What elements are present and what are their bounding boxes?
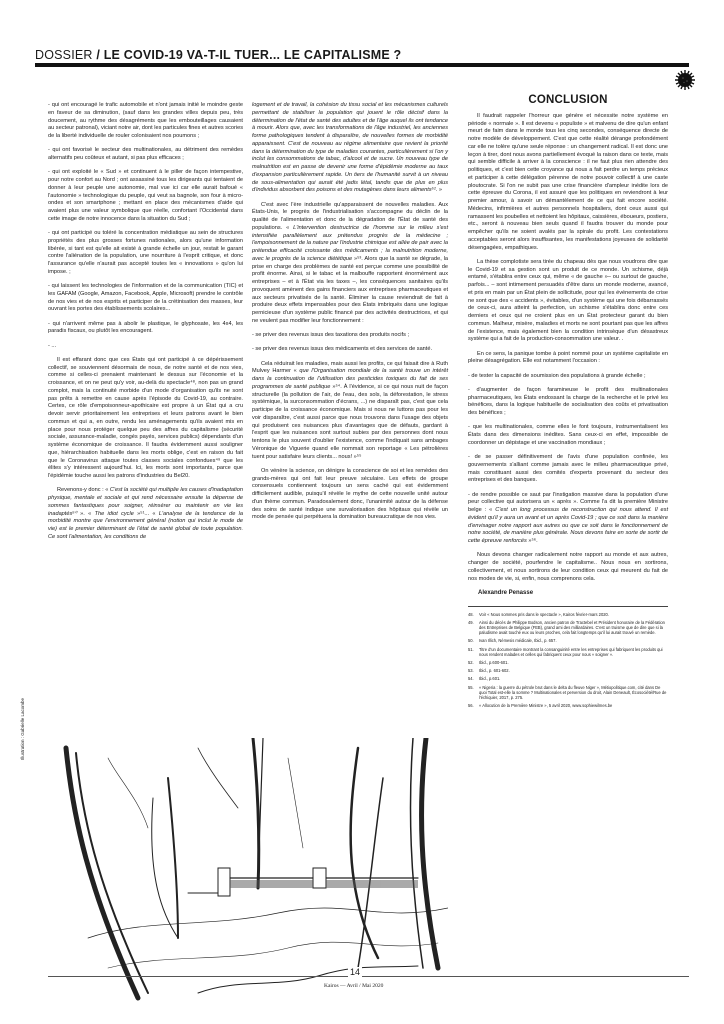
footnote-text: « Nigeria : la guerre du pétrole brut dans le delta du fleuve Niger », Métiopolitique.com, cité dans De quoi Total est-elle la somme ? Multinationales et perversion du droit, Alain Deneault, Écosociété/Rue de l'échiquier, 2017, p. 275. [479, 684, 667, 700]
publication-info: Kairos — Avril / Mai 2020 [324, 983, 384, 989]
paragraph: La thèse complotiste sera tirée du chapeau dès que nous voudrons dire que le Covid-19 et sa gestion sont un produit de ce monde. Un schisme, déjà entamé, s'établira entre ceux qui, même « de gauche »– ou surtout de gauche, parfois... – sont intimement persuadés d'être dans un monde moderne, avancé, et pris en main par un État plein de sollicitude, pour qui les événements de crise ne sont que des « accidents », évitables, d'un système qui une fois débarrassés de ceux-ci, aura atteint la perfection, un schisme s'établira donc entre ces derniers et ceux qui ne croient plus en un État protecteur garant du bien commun. Malheur, misère, maladies et morts ne sont pourtant pas que les affres de l'existence, mais également bien la condition intrinsèque d'un désastreux système qui a fait de la production-consommation une valeur. . [468, 258, 668, 343]
paragraph: - qui ont participé ou toléré la concentration médiatique au sein de structures propriétés des plus grosses fortunes nationales, alors qu'une information libérée, si tant est qu'elle ait existé à grande échelle un jour, restait le garant contre l'aliénation de la population, une nourriture à l'esprit critique, et donc l'assurance qu'elle n'aurait pas accepté toutes les « innovations » qu'on lui impose. ; [48, 230, 243, 275]
header-rule [35, 63, 689, 67]
article-column-3 [468, 94, 669, 711]
footnote-text: Titre d'un documentaire montrant la consanguinité entre les entreprises qui fabriquent les produits qui nous rendent malades et celles qui fabriquent ceux pour nous « soigner ». [479, 646, 663, 657]
forest-illustration [48, 738, 448, 1003]
text: »⁵¹... « [133, 510, 159, 517]
article-column-2 [252, 102, 448, 529]
paragraph: - que les multinationales, comme elles le font toujours, instrumentalisent les États dans des dimensions inédites. Sans ceux-ci en effet, impossible de coordonner un dépistage et une vaccination mondiaux ; [468, 424, 668, 446]
paragraph: - qui laissent les technologies de l'information et de la communication (TIC) et les GAFAM (Google, Amazon, Facebook, Apple, Microsoft) prendre le contrôle de nos vies et de nos esprits et participer de la crétinisation des masses, leur ouvrant les portes des établissements scolaires... [48, 283, 243, 313]
footnote [468, 676, 668, 681]
paragraph: - de tester la capacité de soumission des populations à grande échelle ; [468, 372, 646, 379]
text: »⁵⁴. À l'évidence, si ce qui nous nuit de façon structurelle (la pollution de l'air, de l'eau, des sols, la déforestation, le stress systémique, la surconsommation d'écrans, ...) ne disparaît pas, c'est que cela participe de la croissance économique. Mais si nous ne luttons pas pour les voir disparaître, c'est aussi parce que nous trouvons dans l'usage des objets qui produisent ces nuisances plus d'avantages que de défauts, gardant à l'esprit que les nuisances sont surtout subies par des personnes dont nous tentons le plus souvent d'oublier l'existence, comme l'indiquait sans ambages Véronique de Viguerie quand elle nommait son reportage « Les pétrolières tuent pour satisfaire leurs clients... nous! »⁵⁵ [252, 383, 448, 460]
article-column-1 [48, 102, 243, 548]
paragraph: Il faudrait rappeler l'horreur que génère et nécessite notre système en période « normale ». Il est devenu « populiste » et malvenu de dire qu'un enfant meurt de faim dans le monde tous les cinq secondes, conséquence directe de notre modèle de développement. C'est que cette réalité dérange profondément car elle ne tolère qu'une seule réponse : un changement radical. Il est donc une leçon à tirer, dont nous avons partiellement évoqué la raison dans ce texte, mais qui semble difficile à arriver à la conscience : il ne faut plus rien attendre des politiques, et c'est bien cette croyance qui nous a fait perdre un temps précieux et participer à cette délégation pérenne de notre pouvoir collectif à une caste ploutocrate. Si l'on ne subit pas une crise financière d'ampleur inédite lors de cette épreuve du Corona, il est assuré que les politiques en reviendront à leur premier amour, à savoir un démantèlement de ce qui fait encore société. Médecins, infirmières et autres personnels hospitaliers, dont ceux aussi qui ramassent les poubelles et nettoient les hôpitaux, caissières, éboueurs, postiers, etc., seront à nouveau bien seuls quand il faudra trouver du monde pour empêcher qu'ils ne soient avalés par la spirale du profit. Les contestations acceptables seront alors insuffisantes, les manifestations joyeuses de solidarité désengagées, empathiques. [468, 112, 668, 251]
quote: C'est la société qui multiplie les causes d'inadaptation physique, mentale et sociale et qui rend nécessaire ensuite la dépense de sommes fantastiques pour soigner, réinsérer ou maintenir en vie les inadaptés⁵⁰ [48, 487, 244, 517]
header-section: DOSSIER [35, 48, 93, 62]
header-dossier-title: / LE COVID-19 VA-T-IL TUER... LE CAPITALISME ? [92, 48, 402, 62]
footnote [468, 612, 668, 617]
text: - de rendre possible ce saut par l'instigation massive dans la population d'une peur collective qui autorisera un « après ». Comme l'a dit la première Ministre belge : « [468, 491, 668, 513]
footnote [468, 620, 668, 636]
text: Revenons-y donc : « [57, 487, 110, 494]
text: C'est avec l'ère industrielle qu'apparaissent de nouvelles maladies. Aux États-Unis, le progrès de l'industrialisation s'accompagne du déclin de la qualité de l'alimentation et donc de la dégradation de l'État de santé des populations. « [252, 201, 448, 231]
header-title [35, 48, 689, 62]
paragraph [48, 487, 243, 541]
footnote-number: 49. [468, 619, 474, 625]
paragraph: - ... [48, 342, 57, 349]
quote: que l'Organisation mondiale de la santé trouve un intérêt dans la continuation de l'utilisation des pesticides toxiques du fait de ses programmes de santé publique [252, 368, 448, 390]
footnote-number: 48. [468, 611, 474, 617]
paragraph [252, 361, 448, 462]
quote: L'intervention destructrice de l'homme sur le milieu s'est intensifiée parallèlement aux prétendus progrès de la médecine ; l'empoisonnement de la nature par l'industrie chimique est allée de pair avec la prétendue efficacité croissante des médicaments ; la malnutrition moderne, avec le progrès de la science diététique [252, 224, 449, 262]
paragraph: - qui n'arrivent même pas à abolir le plastique, le glyphosate, les 4x4, les paradis fiscaux, ou plutôt les encouragent. [48, 320, 243, 335]
paragraph: - se priver des revenus issus des taxations des produits nocifs ; [252, 332, 410, 338]
footnote [468, 638, 668, 643]
quote: L'analyse de la tendance de la morbidité montre que l'environnement général (notion qui inclut le mode de vie) est le premier déterminant de l'état de santé global de toute population. Ce sont l'alimentation, les conditions de [48, 510, 243, 540]
footnotes [468, 612, 668, 709]
footnote-number: 54. [468, 676, 474, 682]
paragraph: Nous devons changer radicalement notre rapport au monde et aux autres, changer de société, pourfendre le capitalisme.. Nous nous en sortirons, collectivement, et nous sortirons de leur condition ceux qui meurent du fait de nos modes de vie, si, enfin, nous comprenons cela. [468, 552, 668, 582]
illustration-credit: Illustration : Gabrielle Lacombe [20, 697, 25, 760]
page-number: 14 [350, 967, 361, 977]
conclusion-heading: CONCLUSION [528, 94, 608, 106]
paragraph [252, 102, 448, 195]
virus-icon [674, 69, 696, 91]
footer-rule [48, 976, 689, 977]
quote: C'est un long processus de reconstruction qui nous attend. Il est évident qu'il y aura un avant et un après Covid-19 ; que ce soit dans la manière d'envisager notre rapport aux autres ou que ce soit dans le fonctionnement de notre société, de manière plus générale. Nous devons faire en sorte de sortir de cette épreuve renforcés [468, 507, 669, 544]
text: . » [435, 187, 443, 194]
page-header [35, 48, 689, 62]
footnote [468, 685, 668, 701]
footnote-text: Voir « Nous sommes pris dans le spectacle », Kairos février-mars 2020. [479, 611, 609, 617]
quote: logement et de travail, la cohésion du tissu social et les mécanismes culturels permettant de stabiliser la population qui jouent le rôle décisif dans la détermination de l'état de santé des adultes et de l'âge auquel ils ont tendance à mourir. Alors que, avec les transformations de l'âge industriel, les anciennes forme pathologiques tendent à disparaître, de nouvelles formes de morbidité apparaissent. C'est de nouveau au régime alimentaire que revient la priorité dans la détermination du type de maladies courantes, particulièrement si l'on y inclut les consommations de tabac, d'alcool et de sucre. Un nouveau type de malnutrition est en passe de devenir une forme d'épidémie moderne au taux d'expansion particulièrement rapide. Un tiers de l'humanité survit à un niveau de sous-alimentation qui aurait été jadis létal, tandis que de plus en plus d'individus absorbent des poisons et des mutagènes dans leurs aliments⁵² [252, 102, 448, 194]
text: ». « [76, 510, 95, 517]
paragraph: On vénère la science, on dénigre la conscience de soi et les remèdes des grands-mères qui ont fait leur preuve séculaire. Les effets de groupe consensuels contiennent toujours un sens caché qui est évidemment difficilement audible, puisqu'il révèle le mythe de cette nouvelle unité autour d'un thème commun. Paradoxalement donc, l'unanimité autour de la défense des soins de santé indique une survalorisation des hôpitaux qui révèle un mode de pensée qui perpétuera la domination bureaucratique de nos vies. [252, 467, 448, 521]
paragraph: - se priver des revenus issus des médicaments et des services de santé. [252, 346, 433, 353]
footnote-number: 50. [468, 638, 474, 644]
text: »⁵³. Alors que la santé se dégrade, la prise en charge des problèmes de santé est perçue comme une possibilité de profit énorme. Ainsi, si le tabac et la malbouffe rapportent énormément aux entreprises – et à l'État via les taxes –, les conséquences sanitaires qu'ils provoquent amènent des gains financiers aux entreprises pharmaceutiques et aux secteurs privatisés de la santé. Éliminer la cause reviendrait de fait à produire deux effets impensables pour des États imbriqués dans une logique pernicieuse d'un système public financé par des activités destructrices, et qui ne veulent pas modifier leur fonctionnement : [252, 255, 448, 324]
paragraph [252, 202, 448, 326]
quote: The idiot cycle [94, 510, 134, 517]
footnote-number: 56. [468, 703, 474, 709]
footnote [468, 660, 668, 665]
footnote-text: Ainsi du décès de Philippe Bodson, ancien patron de Tractebel et Président honoraire de la Fédération des Entreprises de Belgique (FEB), grand ami des milliardaires. C'est un truisme que de dire que si la paludisme avait touché eux ou leurs proches, cela fait longtemps qu'il lui aurait trouvé un remède. [479, 619, 665, 636]
author-name: Alexandre Penasse [478, 589, 534, 596]
footnote [468, 647, 668, 657]
footnote-text: Ibid., p.601. [479, 676, 501, 682]
footnote-number: 55. [468, 684, 474, 690]
footnote-text: « Allocution de la Première Ministre », 5 avril 2020, www.sophiewilmes.be [479, 703, 613, 709]
text: »⁵⁶. [526, 538, 538, 544]
notes-divider [468, 606, 668, 607]
footnote-number: 52. [468, 659, 474, 665]
paragraph: - qui ont exploité le « Sud » et continuent à le piller de façon intempestive, pour notre confort au Nord ; ont assassiné tous les dirigeants qui tentaient de donner à leur peuple une autonomie, mal vue ici car elle aurait bafoué « l'autonomie » technologique du peuple, qui veut sa bagnole, son four à micro-ondes et son smartphone ; mettant en place des mécanismes d'aide qui avaient plus une valeur symbolique que réelle, confortant l'Occidental dans cette image de notre innocence dans la situation du Sud ; [48, 169, 243, 222]
footnote-number: 53. [468, 668, 474, 674]
text: Cela réduirait les maladies, mais aussi les profits, ce qui faisait dire à Ruth Mulvey Harmer « [252, 360, 448, 375]
footnote-number: 51. [468, 646, 474, 652]
footnote [468, 668, 668, 673]
paragraph: Il est effarant donc que ces États qui ont participé à ce dépérissement collectif, se souviennent désormais de nous, de notre santé et de nos vies, comme si celles-ci prenaient maintenant le dessus sur l'économie et la croissance, et on ne peut qu'y voir, au-delà du spectacle⁴⁸, non pas un grand complot, mais la continuité morbide d'un mode d'organisation qu'ils ne sont pas prêts à remettre en cause après l'épisode du Covid-19, au contraire. Certes, ce rôle d'empoisonneur-apothicaire est propre à un État qui a cru devoir servir prioritairement les entreprises et leurs patrons avant le bien commun et qui a, en outre, rendu les aménagements qu'ils avaient mis en place pour nous protéger quelque peu des affres du capitalisme (sécurité sociale, assurance-maladie, congés payés, services publics) dépendants d'un système économique de croissance. Il faudra évidemment aussi souligner que, hiérarchisation habituelle dans les morts oblige, c'est en raison du fait que le Coronavirus attaque toutes classes sociales confondues⁴⁹ que les élites s'y intéressent aujourd'hui. Ici, les morts sont importants, parce que l'épidémie touche aussi les patrons d'industries du Bel20. [48, 356, 243, 479]
paragraph: - qui ont encouragé le trafic automobile et n'ont jamais initié le moindre geste en faveur de sa diminution, (sauf dans les grandes villes depuis peu, très doucement, au rythme des désagréments que les embouteillages causaient au secteur patronal), viciant notre air, dont les particules fines et autres scories de la liberté individuelle de rouler colonisaient nos poumons ; [48, 102, 243, 139]
paragraph: En ce sens, la panique tombe à point nommé pour un système capitaliste en pleine désagrégation. Elle est notamment l'occasion : [468, 350, 668, 365]
footnote-text: Ivan Illich, Némesis médicale, Ibid., p. 657. [479, 638, 557, 644]
paragraph: - d'augmenter de façon faramineuse le profit des multinationales pharmaceutiques, les États endossant la charge de la recherche et le privé les bénéfices, dans la logique habituelle de socialisation des coûts et privatisation des bénéfices ; [468, 386, 668, 416]
footnote-text: Ibid., p.600-601. [479, 659, 509, 665]
paragraph [468, 492, 668, 546]
paragraph: - de se passer définitivement de l'avis d'une population confinée, les gouvernements s'alliant comme jamais avec le milieu pharmaceutique privé, mais constituant aussi des comités d'experts provenant du secteur des entreprises et des banques. [468, 454, 668, 484]
footnote [468, 703, 668, 708]
paragraph: - qui ont favorisé le secteur des multinationales, au détriment des remèdes alternatifs peu coûteux et autant, si pas plus efficaces ; [48, 147, 243, 161]
footnote-text: Ibid., p. 601-602. [479, 668, 510, 674]
